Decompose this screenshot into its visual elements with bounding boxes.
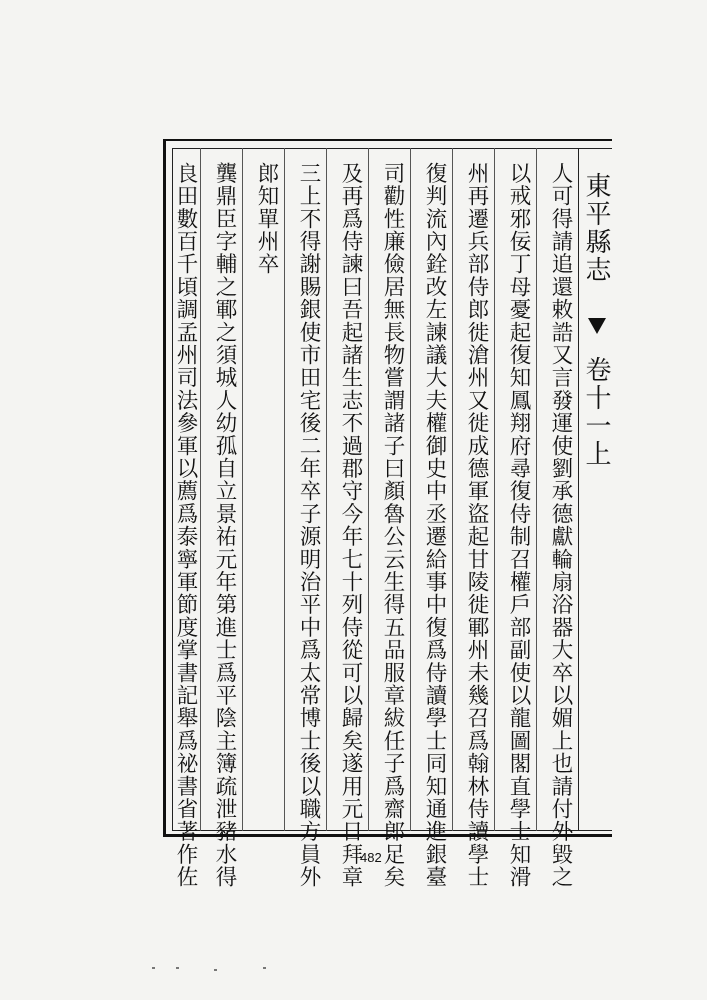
text-column: 州再遷兵部侍郎徙滄州又徙成德軍盜起甘陵徙鄆州未幾召爲翰林侍讀學士 — [464, 162, 489, 889]
column-divider — [452, 148, 453, 831]
text-column: 郎知單州卒 — [254, 162, 279, 276]
column-divider — [200, 148, 201, 831]
column-divider — [410, 148, 411, 831]
column-divider — [536, 148, 537, 831]
scan-speck — [263, 967, 266, 969]
column-divider — [326, 148, 327, 831]
text-column: 人可得請追還敕誥又言發運使劉承德獻輪扇浴器大卒以媚上也請付外毀之 — [548, 162, 573, 889]
text-column: 龔鼎臣字輔之鄆之須城人幼孤自立景祐元年第進士爲平陰主簿疏泄豬水得 — [212, 162, 237, 889]
text-column: 三上不得謝賜銀使市田宅後二年卒子源明治平中爲太常博士後以職方員外 — [296, 162, 321, 889]
fish-tail-ornament — [588, 318, 606, 334]
scan-speck — [152, 967, 155, 969]
column-divider — [494, 148, 495, 831]
column-divider — [242, 148, 243, 831]
page-number: 482 — [360, 850, 382, 865]
column-divider — [368, 148, 369, 831]
book-title: 東平縣志 — [581, 172, 611, 284]
column-divider — [284, 148, 285, 831]
text-column: 及再爲侍諫曰吾起諸生志不過郡守今年七十列侍從可以歸矣遂用元日拜章 — [338, 162, 363, 889]
text-column: 良田數百千頃調孟州司法參軍以薦爲泰寧軍節度掌書記舉爲祕書省著作佐 — [173, 162, 198, 889]
text-column: 以戒邪佞丁母憂起復知鳳翔府尋復侍制召權戶部副使以龍圖閣直學士知滑 — [506, 162, 531, 889]
scan-speck — [214, 969, 217, 971]
text-column: 司勸性廉儉居無長物嘗謂諸子曰顏魯公云生得五品服章紱任子爲齋郎足矣 — [380, 162, 405, 889]
text-column: 復判流內銓改左諫議大夫權御史中丞遷給事中復爲侍讀學士同知通進銀臺 — [422, 162, 447, 889]
volume-label: 卷十一上 — [581, 356, 611, 468]
scan-speck — [176, 967, 179, 969]
